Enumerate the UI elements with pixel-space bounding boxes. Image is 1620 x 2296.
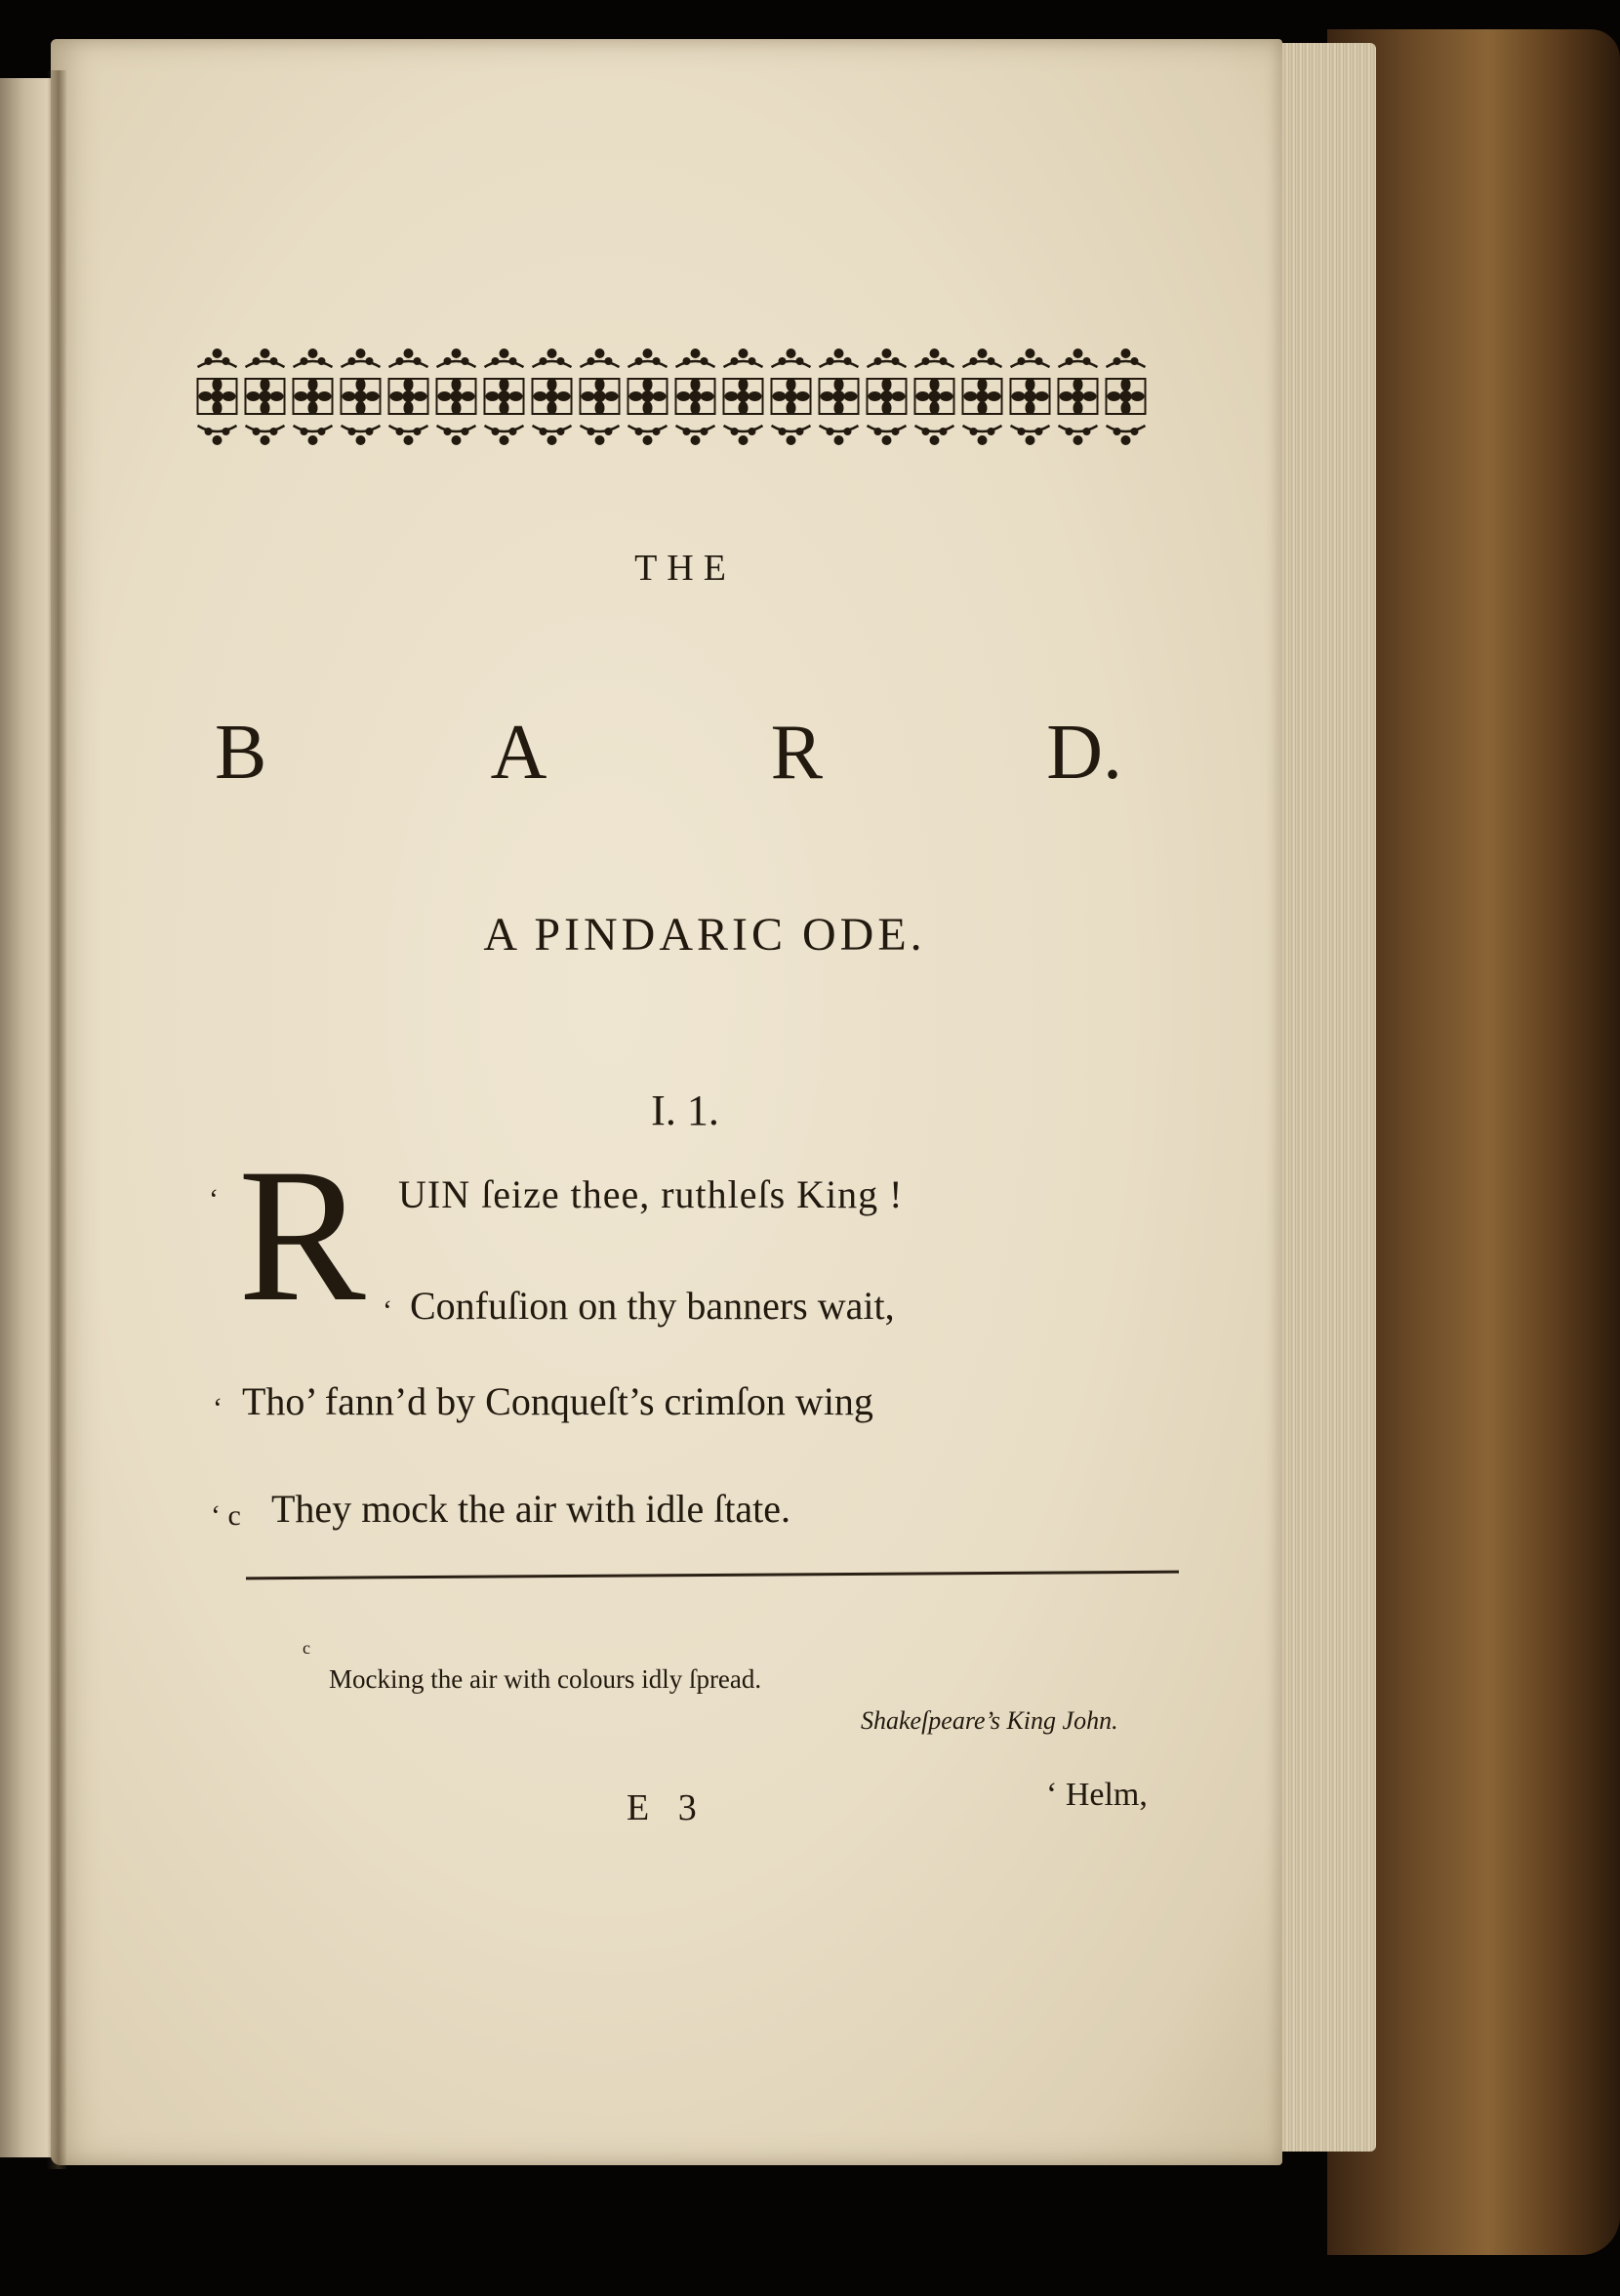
binding-gutter [47, 70, 66, 2169]
subtitle: A PINDARIC ODE. [483, 909, 926, 961]
verse-line-3: Tho’ fann’d by Conqueſt’s crimſon wing [242, 1379, 873, 1423]
catchword: ‘ Helm, [1046, 1777, 1148, 1813]
verse-line-2: Confuſion on thy banners wait, [410, 1284, 895, 1328]
title-the: THE [634, 548, 736, 589]
verse-quote-mark: ‘ [383, 1294, 392, 1327]
signature-mark: E 3 [627, 1787, 707, 1828]
verse-line-1: UIN ſeize thee, ruthleſs King ! [398, 1172, 904, 1216]
book-page [51, 39, 1282, 2165]
footnote-rule [246, 1571, 1179, 1580]
footnote-text: Mocking the air with colours idly ſpread. [329, 1664, 762, 1694]
title-letter-d: D. [1046, 710, 1122, 796]
floral-ornament-band-icon [193, 340, 1150, 453]
title-letter-r: R [770, 710, 823, 796]
verse-quote-mark: ‘ c [211, 1499, 241, 1532]
drop-cap: R [238, 1129, 366, 1341]
footnote-marker: c [303, 1638, 310, 1658]
verse-quote-mark: ‘ [209, 1183, 219, 1215]
verse-line-4: They mock the air with idle ſtate. [271, 1487, 791, 1531]
title-letter-a: A [490, 710, 547, 796]
page-block-edges [1269, 43, 1376, 2152]
stanza-number: I. 1. [651, 1086, 719, 1134]
footnote-source: Shakeſpeare’s King John. [861, 1706, 1118, 1735]
verse-quote-mark: ‘ [213, 1392, 223, 1424]
title-bard [215, 709, 1122, 797]
title-letter-b: B [215, 710, 267, 796]
